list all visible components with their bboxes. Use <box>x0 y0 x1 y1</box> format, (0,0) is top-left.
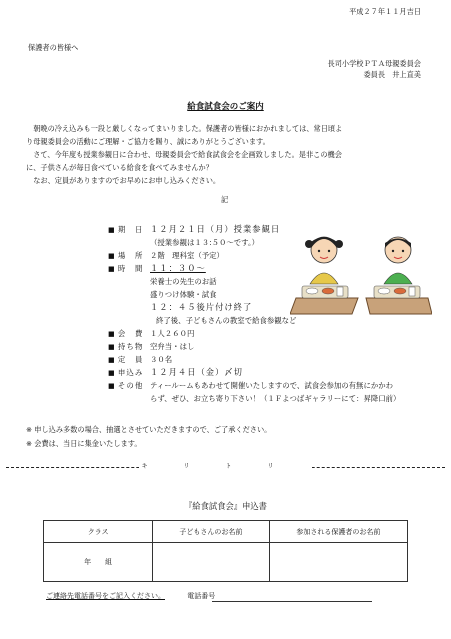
phone-instruction <box>46 591 215 601</box>
children-lunch-illustration <box>290 228 432 320</box>
class-field[interactable]: 年 組 <box>44 543 153 582</box>
issue-date: 平成２７年１１月吉日 <box>349 7 421 16</box>
detail-value: ティールームもあわせて開催いたしますので、試食会参加の有無にかかわ <box>150 381 394 390</box>
detail-label: 会 費 <box>117 329 144 338</box>
bullet-square-icon: ■ <box>108 330 116 338</box>
bullet-square-icon: ■ <box>108 265 116 273</box>
phone-number-field[interactable] <box>212 601 372 602</box>
header-class: クラス <box>44 521 153 543</box>
detail-value: ２階 理科室（予定） <box>150 251 224 260</box>
detail-value: （授業参観は１３:５０～です。） <box>150 238 260 247</box>
detail-value: ３０名 <box>150 355 173 364</box>
detail-value: １１：３０～ <box>150 263 206 273</box>
detail-label: 申込み <box>117 368 144 377</box>
cut-label <box>0 461 451 470</box>
detail-label: 場 所 <box>117 251 144 260</box>
greeting-body <box>26 122 426 187</box>
notes <box>26 423 271 451</box>
form-entry-row <box>44 543 408 582</box>
form-header-row <box>44 521 408 543</box>
bullet-square-icon: ■ <box>108 382 116 390</box>
body-line: に、子供さんが毎日食べている給食を食べてみませんか？ <box>26 163 213 172</box>
bullet-square-icon: ■ <box>108 356 116 364</box>
body-line: 朝晩の冷え込みも一段と厳しくなってまいりました。保護者の皆様におかれましては、常日頃よ <box>26 124 343 133</box>
chair-name: 委員長 井上直美 <box>363 70 421 79</box>
detail-value: 終了後、子どもさんの教室で給食参観など <box>156 316 297 325</box>
ki-heading: 記 <box>221 195 229 204</box>
child-name-field[interactable] <box>153 543 269 582</box>
detail-label: 定 員 <box>117 355 144 364</box>
detail-value: １２月４日（金）〆切 <box>150 367 243 377</box>
bullet-square-icon: ■ <box>108 369 116 377</box>
header-parent-name: 参加される保護者のお名前 <box>269 521 407 543</box>
detail-value: 空弁当・はし <box>150 342 195 351</box>
document-title: 給食試食会のご案内 <box>187 102 264 112</box>
bullet-square-icon: ■ <box>108 252 116 260</box>
note-line: ※ 会費は、当日に集金いたします。 <box>26 439 142 448</box>
detail-label: 持ち物 <box>117 342 144 351</box>
detail-label: その他 <box>117 381 144 390</box>
detail-value: 盛りつけ体験・試食 <box>150 290 217 299</box>
detail-label: 期 日 <box>117 225 144 234</box>
cut-text: キリトリ <box>141 463 310 470</box>
recipient-line: 保護者の皆様へ <box>28 43 79 52</box>
detail-value: らず、ぜひ、お立ち寄り下さい！（１Ｆよつばギャラリーにて：昇降口前） <box>150 394 401 403</box>
detail-label: 時 間 <box>117 264 144 273</box>
application-form-table <box>43 520 408 582</box>
detail-value: 栄養士の先生のお話 <box>150 277 217 286</box>
phone-field-label: 電話番号 <box>187 592 216 600</box>
bullet-square-icon: ■ <box>108 226 116 234</box>
body-line: なお、定員がありますのでお早めにお申し込みください。 <box>26 176 221 185</box>
body-line: り母親委員会の活動にご理解・ご協力を賜り、誠にありがとうございます。 <box>26 137 270 146</box>
parent-name-field[interactable] <box>269 543 407 582</box>
bullet-square-icon: ■ <box>108 343 116 351</box>
form-title: 『給食試食会』申込書 <box>184 501 267 511</box>
body-line: さて、今年度も授業参観日に合わせ、母親委員会で給食試食会を企画致しました。是非この機会 <box>26 150 342 159</box>
note-line: ※ 申し込み多数の場合、抽選とさせていただきますので、ご了承ください。 <box>26 425 272 434</box>
detail-value: １人２６０円 <box>150 329 195 338</box>
sender-block <box>328 58 421 80</box>
organization-name: 長司小学校ＰＴＡ母親委員会 <box>327 59 421 68</box>
detail-value: １２：４５後片付け終了 <box>150 302 253 312</box>
phone-label: ご連絡先電話番号をご記入ください。 <box>46 592 165 600</box>
header-child-name: 子どもさんのお名前 <box>153 521 269 543</box>
detail-value: １２月２１日（月）授業参観日 <box>150 224 281 234</box>
